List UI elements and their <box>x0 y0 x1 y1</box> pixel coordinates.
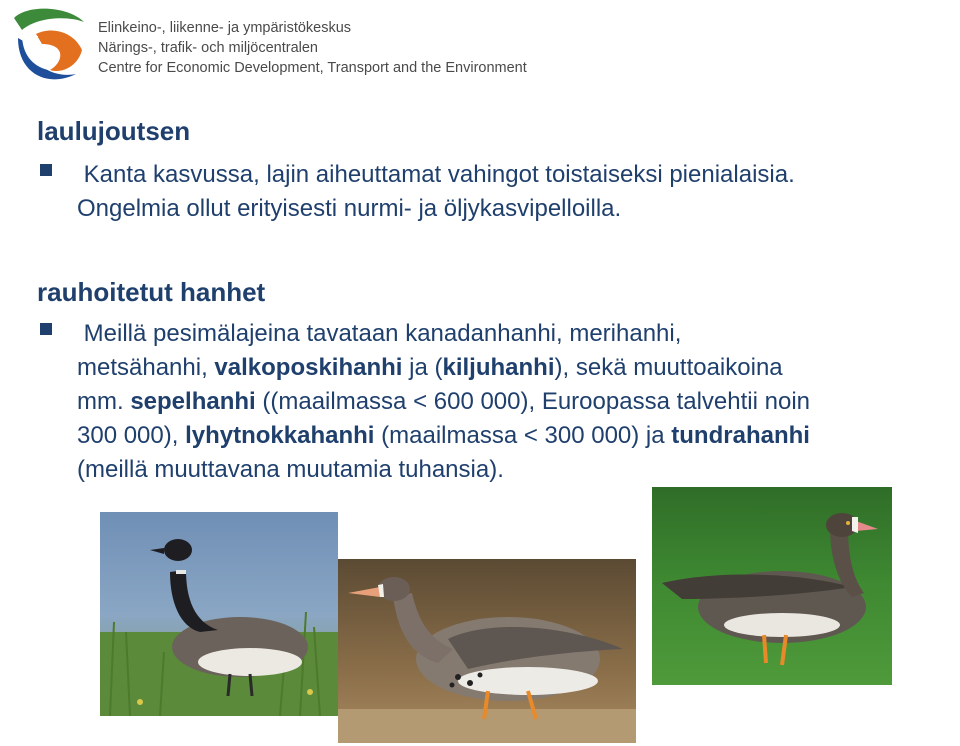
species-name: valkoposkihanhi <box>214 354 403 381</box>
bullet-square-icon <box>40 164 52 176</box>
heading-laulujoutsen: laulujoutsen <box>37 116 191 146</box>
para-line: Kanta kasvussa, lajin aiheuttamat vahingot toistaiseksi pienialaisia. <box>77 161 795 188</box>
org-name-fi: Elinkeino-, liikenne- ja ympäristökeskus <box>98 20 352 36</box>
paragraph-hanhet <box>77 317 810 487</box>
bullet-square-icon <box>40 323 52 335</box>
org-name-sv: Närings-, trafik- och miljöcentralen <box>98 40 318 56</box>
lesser-white-fronted-goose-photo <box>652 487 892 685</box>
species-name: kiljuhanhi <box>442 354 555 381</box>
white-fronted-goose-photo <box>338 559 636 743</box>
para-line: (meillä muuttavana muutamia tuhansia). <box>77 456 504 483</box>
ely-logo <box>8 4 86 86</box>
text-run: ), sekä muuttoaikoina <box>554 354 783 381</box>
text-run: (maailmassa < 300 000) ja <box>374 422 672 449</box>
text-run: ((maailmassa < 600 000), Euroopassa talvehtii noin <box>255 388 810 415</box>
paragraph-laulujoutsen <box>77 158 795 226</box>
para-line: Ongelmia ollut erityisesti nurmi- ja öljykasvipelloilla. <box>77 195 622 222</box>
species-name: lyhytnokkahanhi <box>185 422 375 449</box>
org-name-en: Centre for Economic Development, Transport and the Environment <box>98 60 527 76</box>
brent-goose-photo <box>100 512 338 716</box>
ely-leaf-logo-icon <box>8 4 86 86</box>
text-run: metsähanhi, <box>77 354 215 381</box>
para-line: Meillä pesimälajeina tavataan kanadanhanhi, merihanhi, <box>77 320 682 347</box>
species-name: sepelhanhi <box>130 388 256 415</box>
text-run: mm. <box>77 388 131 415</box>
organization-name <box>98 18 527 78</box>
species-name: tundrahanhi <box>671 422 810 449</box>
heading-rauhoitetut-hanhet: rauhoitetut hanhet <box>37 277 266 307</box>
text-run: 300 000), <box>77 422 186 449</box>
text-run: ja ( <box>402 354 443 381</box>
